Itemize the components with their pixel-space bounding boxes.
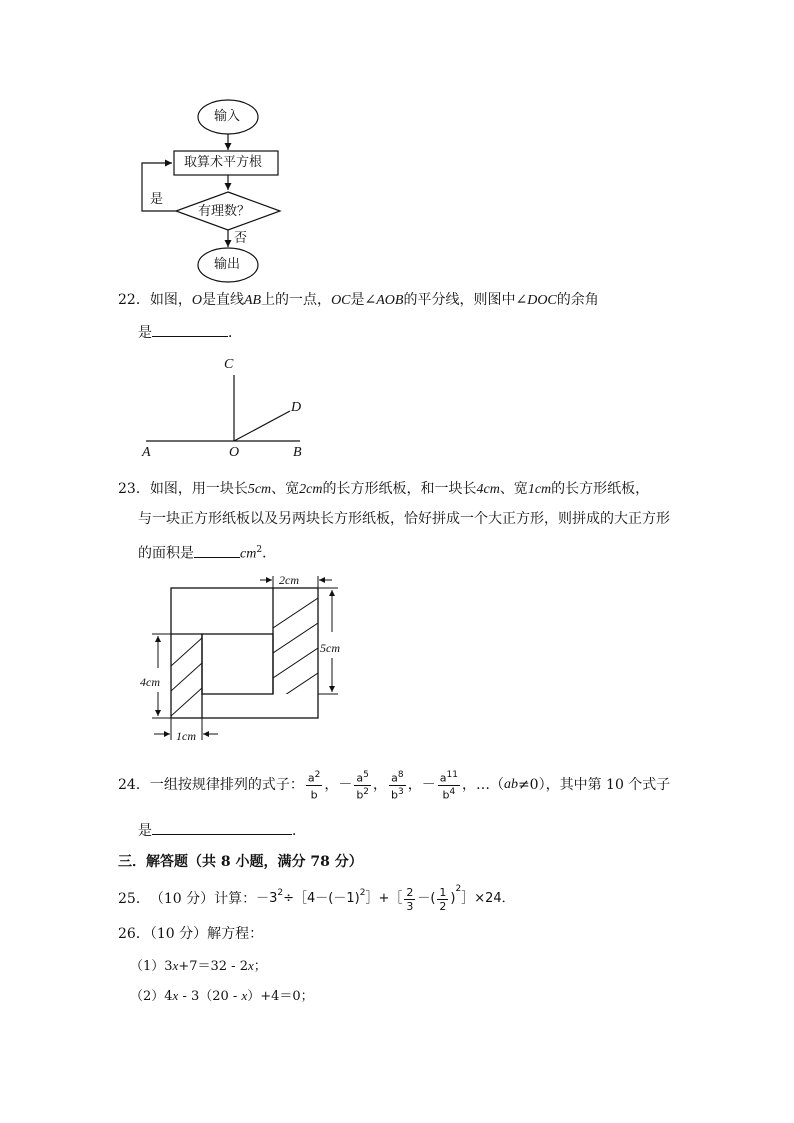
flow-decision-label: 有理数？ (198, 204, 251, 219)
q23-line3: 的面积是 $cm^2$． (138, 540, 276, 565)
q22-label-c: C (224, 357, 234, 372)
q22-label-o: O (229, 445, 240, 460)
flow-process-label: 取算术平方根 (184, 155, 263, 170)
q23-hatch-right (273, 598, 318, 703)
q24-term-4: － $\frac{a^{11}}{b^4}$ (421, 769, 458, 802)
q22-number: 22． (118, 292, 150, 308)
q22-label-a: A (142, 445, 151, 460)
q23-line2: 与一块正方形纸板以及另两块长方形纸板，恰好拼成一个大正方形，则拼成的大正方形 (138, 511, 670, 527)
q22-line2: 是 ． (138, 322, 242, 343)
q26-eq2: （2）4x - 3（20 - x）+4＝0； (130, 988, 314, 1004)
q24-answer-blank (152, 820, 292, 835)
flow-yes-label: 是 (150, 192, 164, 207)
q24-line1: 24． 一组按规律排列的式子： $\frac{a^2}{b}$ ， － $\frac{a^5}{b^2}$ ， $\frac{a^8}{b^3}$ ， － $\frac{a^{11}}{b^4}$ ，…（ ab ≠0），其中第 10 个式子 (118, 769, 671, 802)
q23-number: 23． (118, 481, 150, 497)
q22-answer-blank (152, 322, 228, 337)
q25-line: 25． （10 分）计算： －3 $^2$ ÷［4－(－1) $^2$ ］+［ $\frac{2}{3}$ －( $\frac{1}{2}$ ) $^2$ ］×24． (118, 884, 515, 913)
q26-number: 26． (118, 926, 150, 942)
q22-line1: 22．如图，O是直线AB上的一点，OC是∠AOB的平分线，则图中∠DOC的余角 (118, 292, 599, 308)
flow-no-label: 否 (234, 231, 248, 246)
q23-outer-square (171, 588, 318, 718)
q24-term-2: － $\frac{a^5}{b^2}$ (338, 769, 370, 802)
q23-dim-5cm: 5cm (320, 641, 340, 655)
q22-label-d: D (291, 400, 302, 415)
q23-dim-4cm: 4cm (140, 675, 160, 689)
q23-line1: 23．如图，用一块长5cm、宽2cm的长方形纸板，和一块长4cm、宽1cm的长方形纸板， (118, 481, 650, 497)
q23-hatch-left (171, 638, 202, 716)
q23-inner-square (202, 634, 273, 694)
q23-figure (140, 568, 355, 748)
q23-dim-2cm: 2cm (279, 573, 299, 587)
q25-number: 25． (118, 891, 150, 907)
q24-number: 24． (118, 777, 150, 793)
q23-dim-1cm: 1cm (176, 729, 196, 743)
q22-label-b: B (293, 445, 302, 460)
q24-term-3: $\frac{a^8}{b^3}$ (391, 769, 404, 802)
flow-input-label: 输入 (214, 109, 241, 124)
q23-answer-blank (194, 543, 240, 558)
q24-line2: 是 ． (138, 820, 306, 841)
section-title: 三．解答题（共 8 小题，满分 78 分） (118, 854, 363, 870)
flow-output-label: 输出 (214, 257, 241, 272)
q22-ray-od (234, 411, 290, 441)
q26-eq1: （1）3x+7＝32 - 2x； (130, 958, 267, 974)
q24-term-1: $\frac{a^2}{b}$ (307, 769, 321, 802)
q26-line: 26．（10 分）解方程： (118, 926, 264, 942)
q25-expression: －3 $^2$ ÷［4－(－1) $^2$ ］+［ $\frac{2}{3}$ －( $\frac{1}{2}$ ) $^2$ ］×24． (256, 884, 515, 913)
